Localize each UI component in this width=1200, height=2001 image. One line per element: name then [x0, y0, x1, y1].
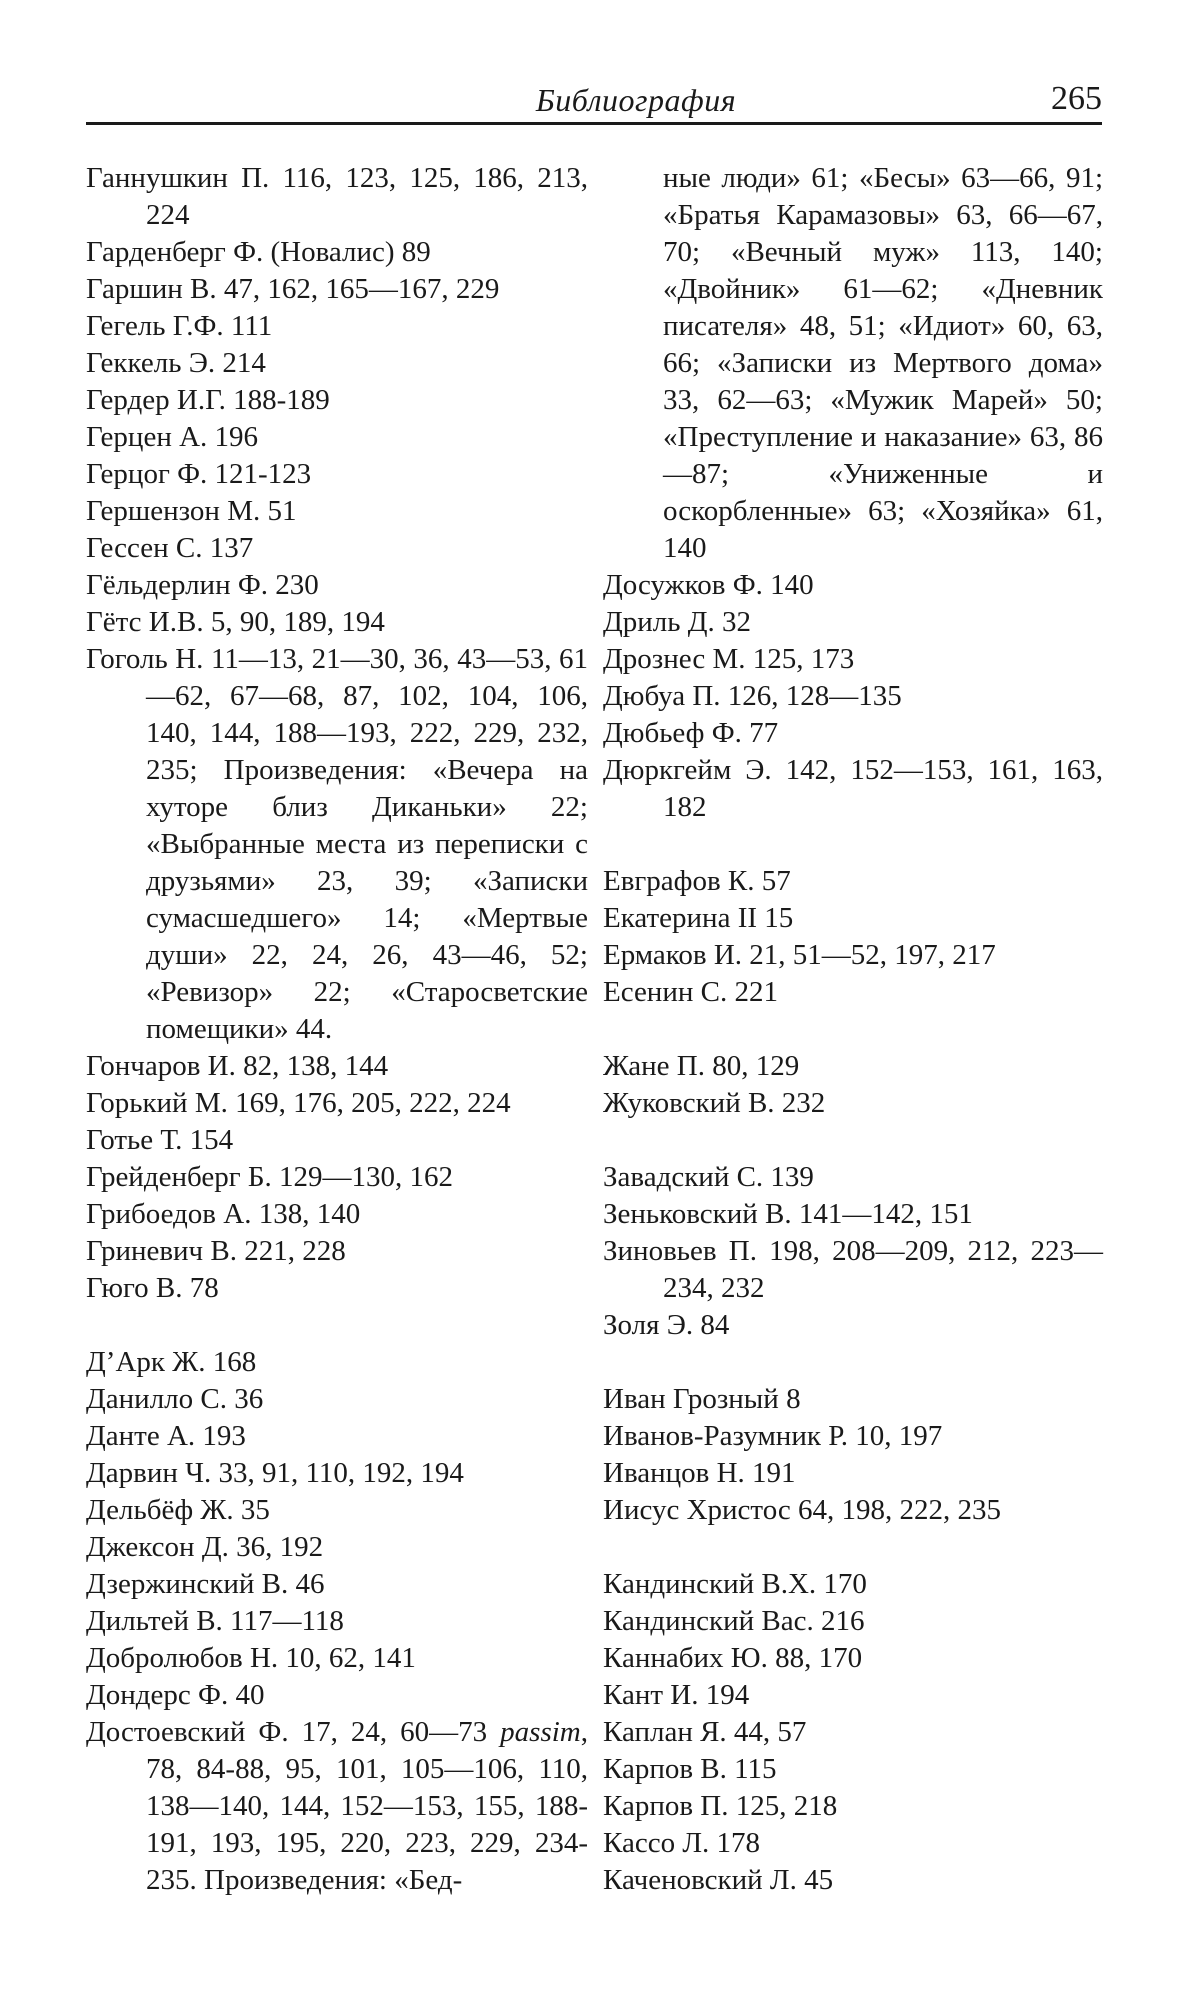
index-entry: Геккель Э. 214 — [86, 347, 266, 379]
index-entry: Данилло С. 36 — [86, 1383, 264, 1415]
index-entry: Гюго В. 78 — [86, 1272, 219, 1304]
index-entry: Карпов В. 115 — [603, 1753, 777, 1785]
index-entry: Дильтей В. 117—118 — [86, 1605, 344, 1637]
index-entry: Грибоедов А. 138, 140 — [86, 1198, 361, 1230]
index-entry: Каплан Я. 44, 57 — [603, 1716, 807, 1748]
index-entry: Гарденберг Ф. (Новалис) 89 — [86, 236, 431, 268]
index-entry: Д’Арк Ж. 168 — [86, 1346, 257, 1378]
index-entry: Дарвин Ч. 33, 91, 110, 192, 194 — [86, 1457, 464, 1489]
letter-group-gap — [603, 1011, 1103, 1048]
index-entry — [86, 1714, 588, 1899]
index-entry: Грейденберг Б. 129—130, 162 — [86, 1161, 454, 1193]
index-entry: Ганнушкин П. 116, 123, 125, 186, 213, 224 — [86, 162, 588, 231]
index-entry: Дельбёф Ж. 35 — [86, 1494, 270, 1526]
index-entry: Жуковский В. 232 — [603, 1087, 826, 1119]
index-entry: Дондерс Ф. 40 — [86, 1679, 265, 1711]
index-entry: Гердер И.Г. 188-189 — [86, 384, 330, 416]
letter-group-gap — [603, 1122, 1103, 1159]
index-entry-text: Достоевский Ф. 17, 24, 60—73 — [86, 1716, 501, 1748]
index-entry: Дрознес М. 125, 173 — [603, 643, 855, 675]
page-number: 265 — [1051, 80, 1102, 117]
index-entry: Дюркгейм Э. 142, 152—153, 161, 163, 182 — [603, 754, 1103, 823]
index-entry: Иисус Христос 64, 198, 222, 235 — [603, 1494, 1002, 1526]
letter-group-gap — [603, 826, 1103, 863]
index-entry: Гоголь Н. 11—13, 21—30, 36, 43—53, 61—62, 67—68, 87, 102, 104, 106, 140, 144, 188—193, 222, 229, 232, 235; Произведения: «Вечера на хуторе близ Диканьки» 22; «Выбранные места из переписки с друзьями» 23, 39; «Записки сумасшедшего» 14; «Мертвые души» 22, 24, 26, 43—46, 52; «Ревизор» 22; «Старосветские помещики» 44. — [86, 643, 588, 1045]
index-entry: Карпов П. 125, 218 — [603, 1790, 838, 1822]
index-entry: Иванов-Разумник Р. 10, 197 — [603, 1420, 943, 1452]
index-entry: Гриневич В. 221, 228 — [86, 1235, 346, 1267]
index-entry: Ермаков И. 21, 51—52, 197, 217 — [603, 939, 996, 971]
index-entry: Кандинский В.Х. 170 — [603, 1568, 867, 1600]
index-entry: Гёльдерлин Ф. 230 — [86, 569, 319, 601]
index-column-right — [603, 160, 1103, 1899]
index-entry: Каченовский Л. 45 — [603, 1864, 834, 1896]
index-entry-italic: passim — [500, 1716, 581, 1748]
index-entry: Гончаров И. 82, 138, 144 — [86, 1050, 389, 1082]
running-title: Библиография — [535, 82, 737, 118]
index-entry: Кандинский Вас. 216 — [603, 1605, 865, 1637]
index-entry: Дриль Д. 32 — [603, 606, 752, 638]
index-entry: Зиновьев П. 198, 208—209, 212, 223—234, 232 — [603, 1235, 1103, 1304]
index-entry: Иванцов Н. 191 — [603, 1457, 796, 1489]
index-entry-continuation: ные люди» 61; «Бесы» 63—66, 91; «Братья Карамазовы» 63, 66—67, 70; «Вечный муж» 113, 140; «Двойник» 61—62; «Дневник писателя» 48, 51; «Идиот» 60, 63, 66; «Записки из Мертвого дома» 33, 62—63; «Мужик Марей» 50; «Преступление и наказание» 63, 86—87; «Униженные и оскорбленные» 63; «Хозяйка» 61, 140 — [663, 162, 1103, 564]
index-entry: Гершензон М. 51 — [86, 495, 297, 527]
index-entry: Золя Э. 84 — [603, 1309, 730, 1341]
index-entry: Каннабих Ю. 88, 170 — [603, 1642, 863, 1674]
letter-group-gap — [603, 1344, 1103, 1381]
index-entry: Зеньковский В. 141—142, 151 — [603, 1198, 973, 1230]
index-entry: Есенин С. 221 — [603, 976, 778, 1008]
index-entry: Джексон Д. 36, 192 — [86, 1531, 324, 1563]
index-entry: Евграфов К. 57 — [603, 865, 791, 897]
index-entry-text: , 78, 84-88, 95, 101, 105—106, 110, 138—140, 144, 152—153, 155, 188-191, 193, 195, 220, 223, 229, 234-235. Произведения: «Бед- — [146, 1716, 588, 1896]
index-entry: Гессен С. 137 — [86, 532, 254, 564]
letter-group-gap — [603, 1529, 1103, 1566]
letter-group-gap — [86, 1307, 588, 1344]
index-entry: Завадский С. 139 — [603, 1161, 814, 1193]
index-entry: Готье Т. 154 — [86, 1124, 234, 1156]
index-entry: Иван Грозный 8 — [603, 1383, 801, 1415]
index-entry: Добролюбов Н. 10, 62, 141 — [86, 1642, 416, 1674]
index-entry: Гаршин В. 47, 162, 165—167, 229 — [86, 273, 500, 305]
index-entry: Гегель Г.Ф. 111 — [86, 310, 273, 342]
index-entry: Екатерина II 15 — [603, 902, 794, 934]
index-entry: Герцог Ф. 121-123 — [86, 458, 312, 490]
index-entry: Кант И. 194 — [603, 1679, 750, 1711]
index-entry: Дюбьеф Ф. 77 — [603, 717, 779, 749]
page-header — [86, 72, 1102, 125]
index-entry: Герцен А. 196 — [86, 421, 259, 453]
index-entry: Досужков Ф. 140 — [603, 569, 814, 601]
index-entry: Дзержинский В. 46 — [86, 1568, 325, 1600]
index-entry: Данте А. 193 — [86, 1420, 246, 1452]
index-entry: Дюбуа П. 126, 128—135 — [603, 680, 902, 712]
index-entry: Жане П. 80, 129 — [603, 1050, 800, 1082]
index-entry: Гётс И.В. 5, 90, 189, 194 — [86, 606, 385, 638]
index-entry: Горький М. 169, 176, 205, 222, 224 — [86, 1087, 511, 1119]
index-column-left — [86, 160, 588, 1899]
index-entry: Кассо Л. 178 — [603, 1827, 760, 1859]
